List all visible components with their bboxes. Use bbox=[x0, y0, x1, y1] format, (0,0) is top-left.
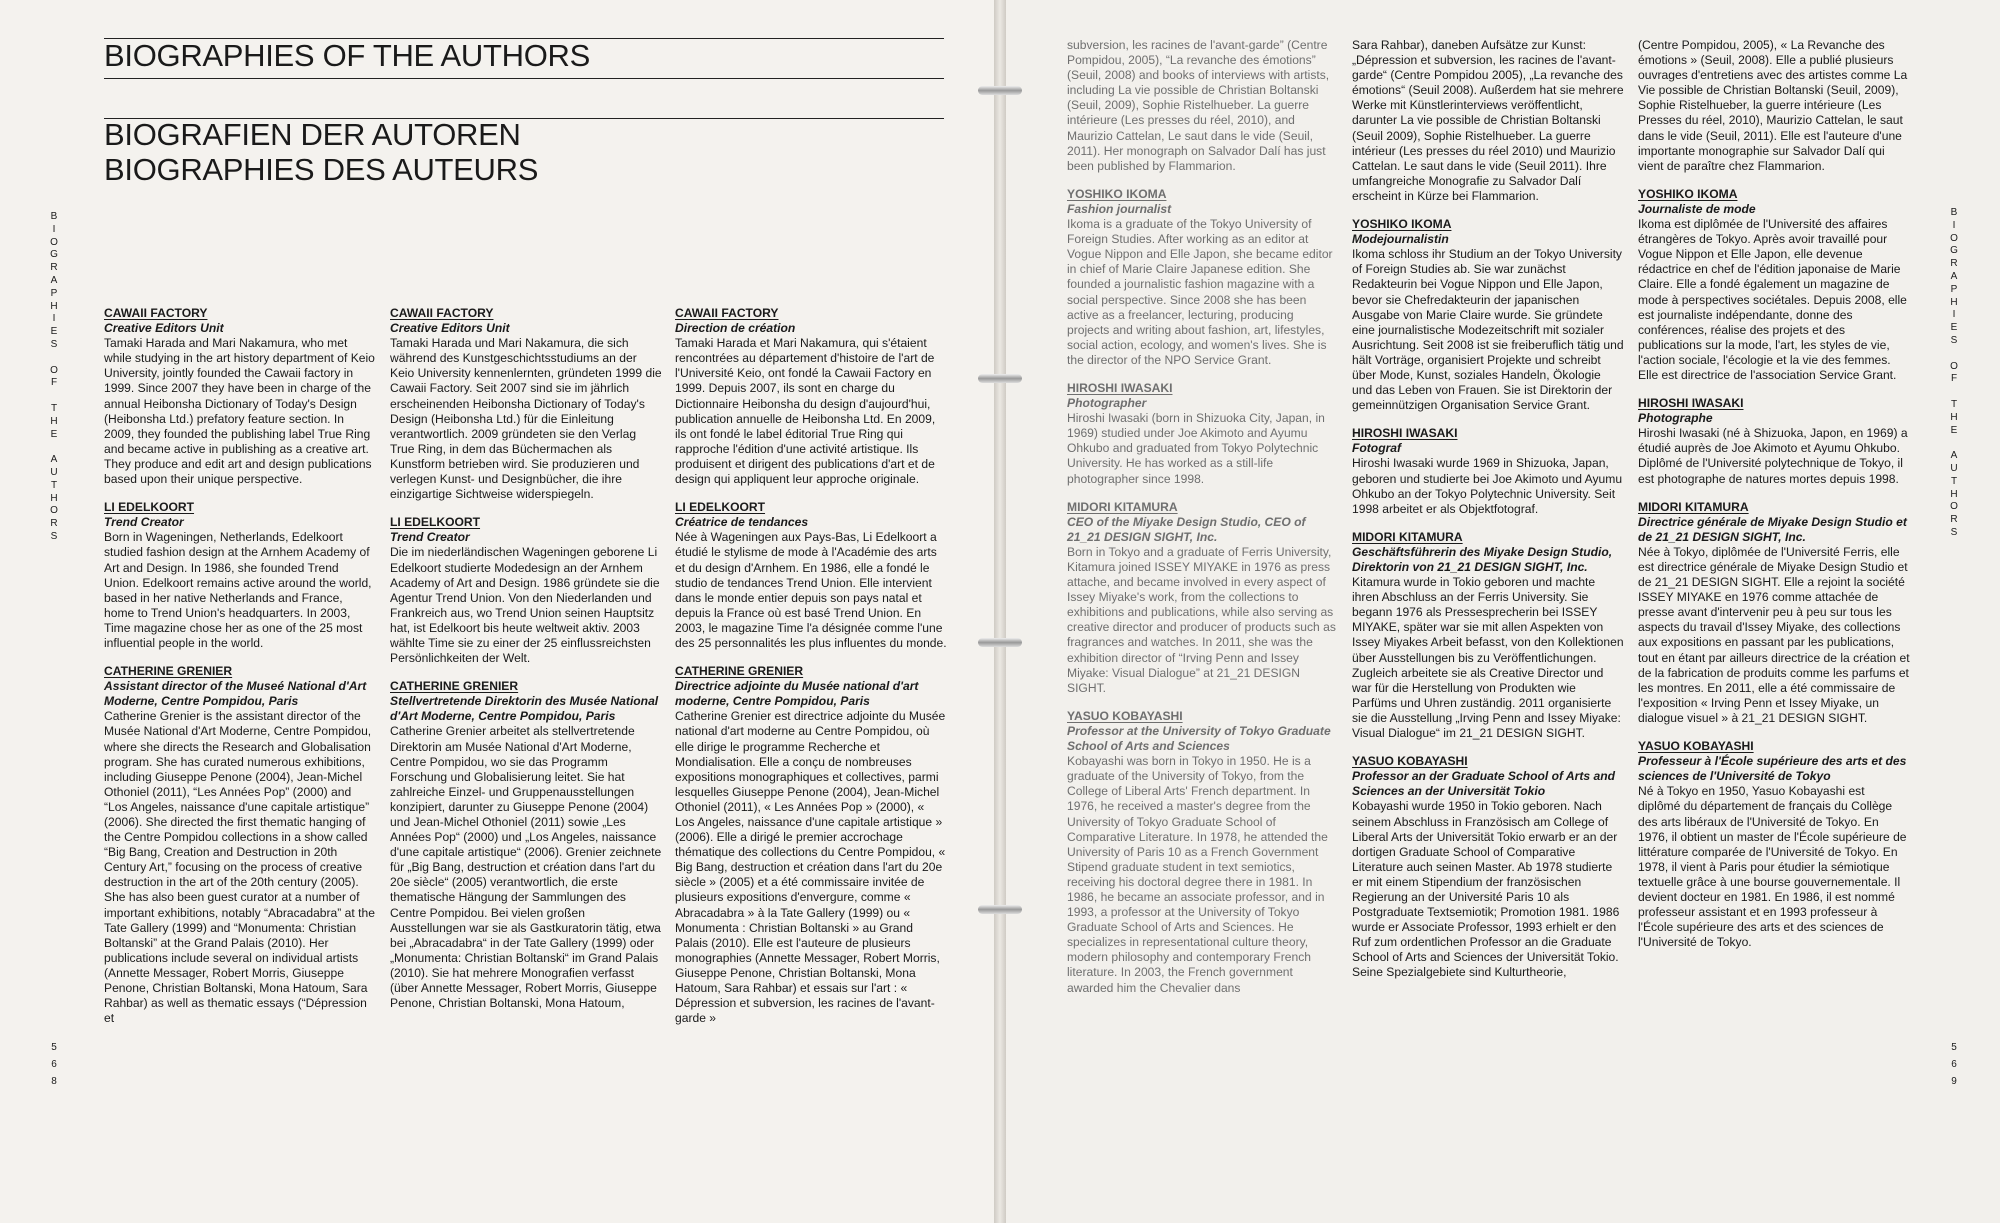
bio-role: Directrice adjointe du Musée national d'art moderne, Centre Pompidou, Paris bbox=[675, 679, 919, 709]
book-gutter bbox=[994, 0, 1006, 1223]
bio-text: subversion, les racines de l'avant-garde” (Centre Pompidou, 2005), “La revanche des émotions” (Seuil, 2008) and books of interviews with artists, including La vie possible de Christian Boltanski (Seuil, 2009), Sophie Ristelhueber. La guerre intérieure (Les presses du réel, 2010), and Maurizio Cattelan, Le saut dans le vide (Seuil, 2011). Her monograph on Salvador Dalí has just been published by Flammarion. bbox=[1067, 38, 1330, 173]
side-letter: P bbox=[50, 287, 58, 299]
page-number-digit: 5 bbox=[51, 1042, 57, 1053]
bio-name: MIDORI KITAMURA bbox=[1638, 499, 1749, 514]
bio-entry bbox=[1352, 754, 1624, 980]
side-letter: P bbox=[1950, 283, 1958, 295]
bio-name: CATHERINE GRENIER bbox=[675, 664, 804, 679]
bio-role: Stellvertretende Direktorin des Musée National d'Art Moderne, Centre Pompidou, Paris bbox=[390, 694, 659, 724]
side-letter: E bbox=[50, 326, 58, 338]
bio-entry bbox=[390, 679, 662, 1011]
bio-text: Hiroshi Iwasaki (born in Shizuoka City, Japan, in 1969) studied under Joe Akimoto and Ayumu Ohkubo and graduated from Tokyo Polytechnic University. He has worked as a still-life photographer since 1998. bbox=[1067, 411, 1325, 486]
bio-entry bbox=[1067, 709, 1337, 996]
side-letter: H bbox=[1950, 296, 1958, 308]
bio-text: Catherine Grenier is the assistant director of the Musée National d'Art Moderne, Centre Pompidou, where she directs the Research and Globalisation program. She has curated numerous exhibitions, including Giuseppe Penone (2004), Jean-Michel Othoniel (2011), “Les Années Pop” (2000) and “Los Angeles, naissance d'une capitale artistique” (2006). She directed the first thematic hanging of the Centre Pompidou collections in a show called “Big Bang, Creation and Destruction in 20th Century Art,” focusing on the process of creative destruction in the art of the 20th century (2005). She has also been guest curator at a number of important exhibitions, notably “Abracadabra” at the Tate Gallery (1999) and “Monumenta: Christian Boltanski” at the Grand Palais (2010). Her publications include several on individual artists (Annette Messager, Robert Morris, Giuseppe Penone, Christian Boltanski, Mona Hatoum, Sara Rahbar) as well as thematic essays (“Dépression et bbox=[104, 709, 375, 1026]
side-letter: B bbox=[1950, 207, 1958, 218]
bio-entry bbox=[104, 664, 376, 1026]
bio-name: MIDORI KITAMURA bbox=[1352, 529, 1463, 544]
bio-text: Kobayashi wurde 1950 in Tokio geboren. Nach seinem Abschluss in Französisch am College of Liberal Arts der Universität Tokio erwarb er an der dortigen Graduate School of Comparative Literature auch seinen Master. Ab 1978 studierte er mit einem Stipendium der französischen Regierung an der Université Paris 10 als Postgraduate Textsemiotik; Promotion 1981. 1986 wurde er Associate Professor, 1993 erhielt er den Ruf zum ordentlichen Professor an die Graduate School of Arts and Sciences der Universität Tokio. Seine Spezialgebiete sind Kulturtheorie, bbox=[1352, 799, 1620, 980]
bio-role: CEO of the Miyake Design Studio, CEO of 21_21 DESIGN SIGHT, Inc. bbox=[1067, 514, 1306, 544]
bio-text: Née à Tokyo, diplômée de l'Université Ferris, elle est directrice générale de Miyake Design Studio et de 21_21 DESIGN SIGHT. Elle a rejoint la société ISSEY MIYAKE en 1976 comme attachée de presse avant d'intervenir peu à peu sur tous les aspects du travail d'Issey Miyake, des collections aux expositions en passant par les publications, tout en étant par ailleurs directrice de la création et de la fabrication de produits comme les parfums et les montres. En 2011, elle a été commissaire de l'exposition « Irving Penn et Issey Miyake, un dialogue visuel » à 21_21 DESIGN SIGHT. bbox=[1638, 544, 1910, 725]
bio-entry bbox=[1638, 187, 1910, 383]
right-page bbox=[1000, 0, 2000, 1223]
side-letter: A bbox=[50, 274, 58, 286]
side-letter: E bbox=[1950, 424, 1958, 436]
side-letter: T bbox=[50, 402, 58, 414]
column-english-right bbox=[1067, 38, 1337, 1009]
side-letter: G bbox=[50, 249, 58, 261]
bio-entry bbox=[675, 500, 947, 651]
bio-text: Tamaki Harada und Mari Nakamura, die sich während des Kunstgeschichtsstudiums an der Keio University kennenlernten, gründeten 1999 die Cawaii Factory. Seit 2007 sind sie im jährlich erscheinenden Heibonsha Dictionary of Today's Design (Heibonsha Ltd.) für die Einleitung verantwortlich. 2009 gründeten sie den Verlag True Ring, in dem das Büchermachen als Kunstform betrieben wird. Sie produzieren und verlegen Kunst- und Designbücher, die ihre einzigartige Sichtweise widerspiegeln. bbox=[390, 336, 662, 502]
bio-role: Trend Creator bbox=[104, 515, 184, 530]
bio-name: CAWAII FACTORY bbox=[675, 306, 779, 320]
bio-text: Catherine Grenier arbeitet als stellvertretende Direktorin am Musée National d'Art Moderne, Centre Pompidou, wo sie das Programm Forschung und Globalisierung leitet. Sie hat zahlreiche Einzel- und Gruppenausstellungen konzipiert, darunter zu Giuseppe Penone (2004) und Jean-Michel Othoniel (2011) sowie „Les Années Pop“ (2000) und „Los Angeles, naissance d'une capitale artistique“ (2006). Grenier zeichnete für „Big Bang, destruction et création dans l'art du 20e siècle“ (2005) verantwortlich, die erste thematische Hängung der Sammlungen des Centre Pompidou. Bei vielen großen Ausstellungen war sie als Gastkuratorin tätig, etwa bei „Abracadabra“ in der Tate Gallery (1999) oder „Monumenta: Christian Boltanski“ im Grand Palais (2010). Sie hat mehrere Monografien verfasst (über Annette Messager, Robert Morris, Giuseppe Penone, Christian Boltanski, Mona Hatoum, bbox=[390, 724, 662, 1011]
page-number-digit: 5 bbox=[1951, 1042, 1957, 1053]
side-letter bbox=[1947, 437, 1961, 450]
side-letter: H bbox=[50, 415, 58, 427]
side-letter bbox=[47, 441, 61, 454]
bio-role: Creative Editors Unit bbox=[104, 321, 224, 336]
side-letter: E bbox=[50, 428, 58, 440]
side-letter: E bbox=[1950, 322, 1958, 334]
bio-name: LI EDELKOORT bbox=[104, 500, 195, 515]
side-letter: R bbox=[1950, 514, 1958, 526]
side-letter: F bbox=[1950, 373, 1958, 385]
side-letter: O bbox=[1950, 360, 1958, 372]
bio-text: Ikoma est diplômée de l'Université des affaires étrangères de Tokyo. Après avoir travaillé pour Vogue Nippon et Elle Japon, elle devenue rédactrice en chef de l'édition japonaise de Marie Claire. Elle a fondé également un magazine de mode à perspectives sociétales. Depuis 2008, elle est journaliste indépendante, donne des conférences, réalise des projets et des publications sur la mode, l'art, les styles de vie, l'action sociale, l'écologie et la vie des femmes. Elle est directrice de l'association Service Grant. bbox=[1638, 217, 1907, 382]
side-letter bbox=[47, 352, 61, 365]
side-letter: T bbox=[1950, 398, 1958, 410]
bio-role: Professor at the University of Tokyo Graduate School of Arts and Sciences bbox=[1067, 723, 1331, 754]
side-label-left bbox=[47, 211, 61, 544]
bio-name: CAWAII FACTORY bbox=[104, 306, 208, 320]
bio-name: LI EDELKOORT bbox=[675, 500, 766, 515]
bio-text: Tamaki Harada and Mari Nakamura, who met while studying in the art history department of Keio University, jointly founded the Cawaii factory in 1999. Since 2007 they have been in charge of the annual Heibonsha Dictionary of Today's Design (Heibonsha Ltd.) prefatory feature section. In 2009, they founded the publishing label True Ring and became active in publishing as a creative art. They produce and edit art and design publications based upon their unique perspective. bbox=[104, 336, 375, 487]
binding-ring bbox=[978, 638, 1022, 647]
bio-text: Die im niederländischen Wageningen geborene Li Edelkoort studierte Modedesign an der Arnhem Academy of Art and Design. 1986 gründete sie die Agentur Trend Union. Von den Niederlanden und Frankreich aus, wo Trend Union seinen Hauptsitz hat, ist Edelkoort bis heute weltweit aktiv. 2003 wählte Time sie zu einer der 25 einflussreichsten Persönlichkeiten der Welt. bbox=[390, 545, 660, 666]
side-letter: S bbox=[50, 338, 58, 350]
bio-role: Modejournalistin bbox=[1352, 232, 1449, 247]
bio-name: YASUO KOBAYASHI bbox=[1638, 739, 1754, 754]
bio-role: Créatrice de tendances bbox=[675, 515, 809, 530]
side-letter: S bbox=[1950, 526, 1958, 538]
bio-text: Hiroshi Iwasaki wurde 1969 in Shizuoka, Japan, geboren und studierte bei Joe Akimoto und Ayumu Ohkubo an der Tokyo Polytechnic University. Seit 1998 arbeitet er als Objektfotograf. bbox=[1352, 456, 1623, 516]
binding-ring bbox=[978, 374, 1022, 383]
bio-role: Professor an der Graduate School of Arts and Sciences an der Universität Tokio bbox=[1352, 769, 1615, 799]
bio-role: Creative Editors Unit bbox=[390, 321, 510, 336]
side-letter: I bbox=[52, 223, 56, 235]
bio-entry bbox=[1352, 217, 1624, 413]
bio-name: CATHERINE GRENIER bbox=[104, 664, 233, 679]
side-letter: R bbox=[50, 518, 58, 530]
bio-text: Tamaki Harada et Mari Nakamura, qui s'étaient rencontrées au département d'histoire de l'art de l'Université Keio, ont fondé la Cawaii Factory en 1999. Depuis 2007, ils sont en charge du Dictionnaire Heibonsha du design d'aujourd'hui, publication annuelle de Heibonsha Ltd. En 2009, ils ont fondé le label éditorial True Ring qui rapproche l'édition d'une activité artistique. Ils produisent et dirigent des publications d'art et de design qui appliquent leur approche originale. bbox=[675, 336, 936, 487]
left-page bbox=[0, 0, 997, 1223]
bio-role: Trend Creator bbox=[390, 530, 470, 545]
side-letter bbox=[1947, 386, 1961, 399]
side-letter bbox=[1947, 348, 1961, 361]
bio-name: YOSHIKO IKOMA bbox=[1638, 186, 1738, 201]
bio-text: Catherine Grenier est directrice adjointe du Musée national d'art moderne au Centre Pompidou, où elle dirige le programme Recherche et Mondialisation. Elle a conçu de nombreuses expositions monographiques et collectives, parmi lesquelles Giuseppe Penone (2004), Jean-Michel Othoniel (2011), « Les Années Pop » (2000), « Los Angeles, naissance d'une capitale artistique » (2006). Elle a dirigé le premier accrochage thématique des collections du Centre Pompidou, « Big Bang, destruction et création dans l'art du 20e siècle » (2005) et a été commissaire invitée de plusieurs expositions d'envergure, comme « Abracadabra » à la Tate Gallery (1999) ou « Monumenta : Christian Boltanski » au Grand Palais (2010). Elle est l'auteure de plusieurs monographies (Annette Messager, Robert Morris, Giuseppe Penone, Christian Boltanski, Mona Hatoum, Sara Rahbar) et essais sur l'art : « Dépression et subversion, les racines de l'avant-garde » bbox=[675, 709, 946, 1026]
bio-role: Assistant director of the Museé National d'Art Moderne, Centre Pompidou, Paris bbox=[104, 679, 367, 709]
binding-ring bbox=[978, 905, 1022, 914]
bio-entry bbox=[1067, 500, 1337, 696]
bio-name: YASUO KOBAYASHI bbox=[1067, 708, 1183, 723]
side-letter: T bbox=[1950, 475, 1958, 487]
side-letter: G bbox=[1950, 245, 1958, 257]
bio-text: Sara Rahbar), daneben Aufsätze zur Kunst: „Dépression et subversion, les racines de l'avant-garde“ (Centre Pompidou 2005), „La revanche des émotions“ (Seuil 2008). Außerdem hat sie mehrere Werke mit Künstlerinterviews veröffentlicht, darunter La vie possible de Christian Boltanski (Seuil 2009), Sophie Ristelhueber. La guerre intérieur (Les presses du réel 2010) und Maurizio Cattelan. Le saut dans le vide (Seuil 2011). Ihre umfangreiche Monografie zu Salvador Dalí erscheint in Kürze bei Flammarion. bbox=[1352, 38, 1624, 203]
page-number-digit: 9 bbox=[1951, 1076, 1957, 1087]
bio-name: LI EDELKOORT bbox=[390, 515, 481, 530]
side-letter: H bbox=[1950, 488, 1958, 500]
bio-entry bbox=[1067, 187, 1337, 368]
column-german-right bbox=[1352, 38, 1624, 994]
side-letter: A bbox=[50, 454, 58, 466]
side-label-right bbox=[1947, 207, 1961, 540]
bio-entry bbox=[1067, 38, 1337, 174]
side-letter: B bbox=[50, 211, 58, 222]
side-letter: R bbox=[1950, 258, 1958, 270]
bio-role: Photographer bbox=[1067, 396, 1147, 411]
side-letter: S bbox=[1950, 334, 1958, 346]
side-letter: I bbox=[1952, 309, 1956, 321]
bio-text: (Centre Pompidou, 2005), « La Revanche des émotions » (Seuil, 2008). Elle a publié plusieurs ouvrages d'entretiens avec des artistes comme La Vie possible de Christian Boltanski (Seuil, 2009), Sophie Ristelhueber, la guerre intérieure (Les Presses du réel, 2010), Maurizio Cattelan, le saut dans le vide (Seuil, 2011). Elle est l'auteure d'une importante monographie sur Salvador Dalí qui vient de paraître chez Flammarion. bbox=[1638, 38, 1908, 173]
bio-role: Direction de création bbox=[675, 321, 796, 336]
side-letter bbox=[47, 390, 61, 403]
bio-name: HIROSHI IWASAKI bbox=[1638, 396, 1744, 411]
bio-entry bbox=[1638, 396, 1910, 487]
side-letter: I bbox=[52, 313, 56, 325]
bio-role: Fashion journalist bbox=[1067, 201, 1172, 216]
bio-entry bbox=[1638, 38, 1910, 174]
side-letter: O bbox=[50, 505, 58, 517]
side-letter: H bbox=[50, 492, 58, 504]
side-letter: H bbox=[1950, 411, 1958, 423]
bio-name: YASUO KOBAYASHI bbox=[1352, 754, 1468, 769]
bio-entry bbox=[675, 306, 947, 487]
bio-name: YOSHIKO IKOMA bbox=[1352, 217, 1452, 232]
bio-role: Geschäftsführerin des Miyake Design Studio, Direktorin von 21_21 DESIGN SIGHT, Inc. bbox=[1352, 544, 1613, 574]
page-number-digit: 6 bbox=[51, 1059, 57, 1070]
side-letter: T bbox=[50, 479, 58, 491]
side-letter: O bbox=[1950, 232, 1958, 244]
side-letter: H bbox=[50, 300, 58, 312]
bio-entry bbox=[1638, 500, 1910, 726]
bio-role: Fotograf bbox=[1352, 441, 1402, 456]
bio-text: Born in Tokyo and a graduate of Ferris University, Kitamura joined ISSEY MIYAKE in 1976 as press attache, and became involved in every aspect of Issey Miyake's work, from the collections to exhibitions and publications, while also serving as creative director and producer of products such as fragrances and watches. In 2011, she was the exhibition director of “Irving Penn and Issey Miyake: Visual Dialogue” at 21_21 DESIGN SIGHT. bbox=[1067, 544, 1336, 695]
side-letter: O bbox=[50, 364, 58, 376]
bio-entry bbox=[1352, 426, 1624, 517]
bio-text: Kobayashi was born in Tokyo in 1950. He is a graduate of the University of Tokyo, from the College of Liberal Arts' French department. In 1976, he received a master's degree from the University of Tokyo Graduate School of Comparative Literature. In 1978, he attended the University of Paris 10 as a French Government Stipend graduate student in text semiotics, receiving his doctoral degree there in 1981. In 1986, he became an associate professor, and in 1993, a professor at the University of Tokyo Graduate School of Arts and Sciences. He specializes in representational culture theory, modern philosophy and contemporary French literature. In 2003, the French government awarded him the Chevalier dans bbox=[1067, 754, 1328, 995]
bio-role: Journaliste de mode bbox=[1638, 201, 1756, 216]
page-number-digit: 8 bbox=[51, 1076, 57, 1087]
side-letter: S bbox=[50, 530, 58, 542]
title-french: BIOGRAPHIES DES AUTEURS bbox=[104, 152, 539, 187]
bio-name: MIDORI KITAMURA bbox=[1067, 499, 1178, 514]
bio-entry bbox=[675, 664, 947, 1026]
bio-entry bbox=[104, 500, 376, 651]
bio-text: Ikoma is a graduate of the Tokyo University of Foreign Studies. After working as an editor at Vogue Nippon and Elle Japon, she became editor in chief of Marie Claire Japanese edition. She founded a journalistic fashion magazine with a social perspective. Since 2008 she has been active as a freelancer, lecturing, producing projects and writing about fashion, art, lifestyles, social action, ecology, and women's lives. She is the director of the NPO Service Grant. bbox=[1067, 217, 1333, 367]
bio-text: Kitamura wurde in Tokio geboren und machte ihren Abschluss an der Ferris University. Sie begann 1976 als Pressesprecherin bei ISSEY MIYAKE, später war sie mit allen Aspekten von Issey Miyakes Arbeit befasst, von den Kollektionen über Ausstellungen bis zu Veröffentlichungen. Zugleich arbeitete sie als Creative Director und war für die Herstellung von Produkten wie Parfüms und Uhren zuständig. 2011 organisierte sie die Ausstellung „Irving Penn and Issey Miyake: Visual Dialogue“ im 21_21 DESIGN SIGHT. bbox=[1352, 575, 1624, 741]
bio-entry bbox=[1352, 530, 1624, 741]
side-letter: A bbox=[1950, 450, 1958, 462]
bio-text: Born in Wageningen, Netherlands, Edelkoort studied fashion design at the Arnhem Academy of Art and Design. In 1986, she founded Trend Union. Edelkoort remains active around the world, based in her native Netherlands and France, home to Trend Union's headquarters. In 2003, Time magazine chose her as one of the 25 most influential people in the world. bbox=[104, 530, 372, 650]
column-german-left bbox=[390, 306, 662, 1024]
bio-entry bbox=[104, 306, 376, 487]
bio-role: Photographe bbox=[1638, 411, 1713, 426]
bio-name: CATHERINE GRENIER bbox=[390, 679, 519, 694]
bio-text: Ikoma schloss ihr Studium an der Tokyo University of Foreign Studies ab. Sie war zunächst Redakteurin bei Vogue Nippon und Elle Japon, bevor sie Chefredakteurin der japanischen Ausgabe von Marie Claire wurde. Sie gründete eine journalistische Modezeitschrift mit sozialer Ausrichtung. Seit 2008 ist sie freiberuflich tätig und hält Vorträge, organisiert Projekte und schreibt über Mode, Kunst, soziales Handeln, Ökologie und das Leben von Frauen. Sie ist Direktorin der gemeinnützigen Organisation Service Grant. bbox=[1352, 247, 1624, 413]
side-letter: O bbox=[50, 236, 58, 248]
bio-name: YOSHIKO IKOMA bbox=[1067, 186, 1167, 201]
page-number-left bbox=[47, 1039, 61, 1090]
title-english: BIOGRAPHIES OF THE AUTHORS bbox=[104, 38, 590, 73]
side-letter: F bbox=[50, 377, 58, 389]
bio-entry bbox=[1638, 739, 1910, 950]
page-number-digit: 6 bbox=[1951, 1059, 1957, 1070]
bio-name: CAWAII FACTORY bbox=[390, 306, 494, 320]
side-letter: A bbox=[1950, 270, 1958, 282]
bio-text: Hiroshi Iwasaki (né à Shizuoka, Japon, en 1969) a étudié auprès de Joe Akimoto et Ayumu Ohkubo. Diplômé de l'Université polytechnique de Tokyo, il est photographe de natures mortes depuis 1998. bbox=[1638, 426, 1908, 486]
bio-entry bbox=[1067, 381, 1337, 487]
bio-text: Né à Tokyo en 1950, Yasuo Kobayashi est diplômé du département de français du Collège des arts libéraux de l'Université de Tokyo. En 1976, il obtient un master de l'École supérieure de littérature comparée de l'Université de Tokyo. En 1978, il vient à Paris pour étudier la sémiotique textuelle grâce à une bourse gouvernementale. Il devient docteur en 1981. En 1986, il est nommé professeur assistant et en 1993 professeur à l'École supérieure des arts et des sciences de l'Université de Tokyo. bbox=[1638, 784, 1907, 950]
header-rule-middle bbox=[104, 78, 944, 79]
column-english-left bbox=[104, 306, 376, 1039]
binding-ring bbox=[978, 86, 1022, 95]
bio-entry bbox=[390, 515, 662, 666]
bio-role: Professeur à l'École supérieure des arts et des sciences de l'Université de Tokyo bbox=[1638, 754, 1907, 784]
bio-name: HIROSHI IWASAKI bbox=[1352, 426, 1458, 441]
column-french-right bbox=[1638, 38, 1910, 963]
side-letter: R bbox=[50, 262, 58, 274]
title-german: BIOGRAFIEN DER AUTOREN bbox=[104, 117, 521, 152]
side-letter: O bbox=[1950, 501, 1958, 513]
bio-role: Directrice générale de Miyake Design Studio et de 21_21 DESIGN SIGHT, Inc. bbox=[1638, 514, 1907, 544]
side-letter: U bbox=[50, 466, 58, 478]
page-number-right bbox=[1947, 1039, 1961, 1090]
bio-text: Née à Wageningen aux Pays-Bas, Li Edelkoort a étudié le stylisme de mode à l'Académie des arts et du design d'Arnhem. En 1986, elle a fondé le studio de tendances Trend Union. Elle intervient dans le monde entier depuis son pays natal et depuis la France où est basé Trend Union. En 2003, le magazine Time l'a désignée comme l'une des 25 personnalités les plus influentes du monde. bbox=[675, 530, 947, 650]
bio-entry bbox=[390, 306, 662, 502]
bio-entry bbox=[1352, 38, 1624, 204]
bio-name: HIROSHI IWASAKI bbox=[1067, 380, 1173, 395]
side-letter: I bbox=[1952, 219, 1956, 231]
side-letter: U bbox=[1950, 462, 1958, 474]
column-french-left bbox=[675, 306, 947, 1039]
